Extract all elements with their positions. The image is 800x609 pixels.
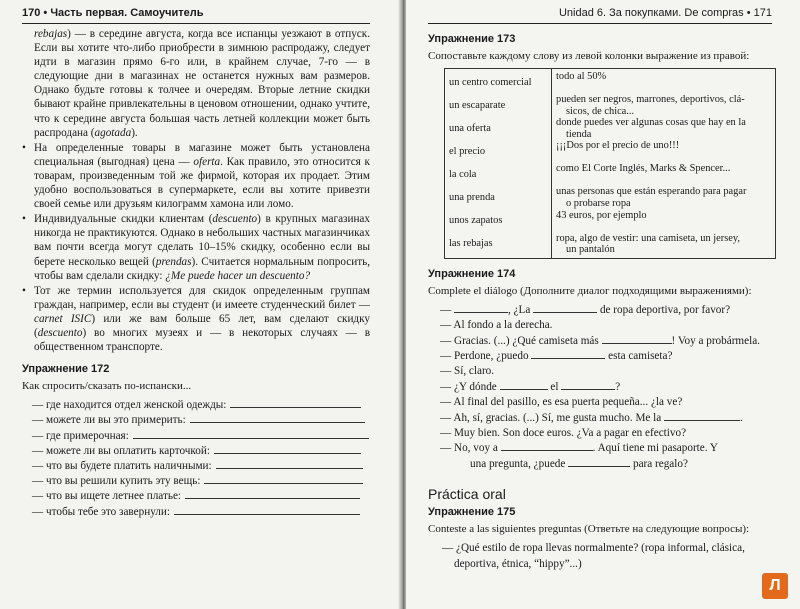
bullet-item bbox=[22, 284, 370, 354]
question-line bbox=[22, 474, 370, 489]
dialog-line bbox=[428, 303, 772, 318]
answer-blank bbox=[133, 429, 369, 439]
dialog-line bbox=[428, 334, 772, 349]
question-line bbox=[22, 444, 370, 459]
exercise-173-instruction: Сопоставьте каждому слову из левой колонки выражение из правой: bbox=[428, 50, 750, 62]
bullet-dot: • bbox=[22, 141, 26, 154]
italic-term: ¿Me puede hacer un descuento? bbox=[165, 269, 311, 282]
text-run: — bbox=[440, 303, 454, 316]
expression-line: ropa, algo de vestir: una camiseta, un jersey, bbox=[556, 232, 740, 244]
text-run: — Al final del pasillo, es esa puerta pequeña... ¿la ve? bbox=[440, 396, 683, 409]
expression-line: donde puedes ver algunas cosas que hay en la bbox=[556, 117, 746, 129]
fill-blank bbox=[501, 441, 593, 451]
dialog-line bbox=[428, 380, 772, 395]
question-line: — ¿Qué estilo de ropa llevas normalmente? (ropa informal, clásica, bbox=[442, 542, 745, 555]
fill-blank bbox=[454, 303, 508, 313]
table-word: el precio bbox=[449, 146, 486, 157]
italic-term: descuento bbox=[37, 326, 83, 339]
text-run: — Gracias. (...) ¿Qué camiseta más bbox=[440, 334, 602, 347]
exercise-174-title: Упражнение 174 bbox=[428, 267, 516, 280]
italic-term: prendas bbox=[155, 255, 192, 268]
text-run: , ¿La bbox=[507, 303, 534, 316]
question-text: — чтобы тебе это завернули: bbox=[32, 505, 170, 518]
text-run: . Aquí tiene mi pasaporte. Y bbox=[592, 442, 719, 455]
fill-blank bbox=[533, 303, 597, 313]
fill-blank bbox=[561, 380, 615, 390]
question-line bbox=[22, 398, 370, 413]
text-run: esta camiseta? bbox=[605, 349, 673, 362]
text-run: ) во многих музеях и — в некоторых случаях — в общественном транспорте. bbox=[34, 326, 370, 354]
text-run: — Sí, claro. bbox=[440, 365, 495, 378]
continuation-paragraph bbox=[22, 27, 370, 140]
text-run: — Ah, sí, gracias. (...) Sí, me gusta mucho. Me la bbox=[440, 411, 665, 424]
expression-line: o probarse ropa bbox=[566, 197, 631, 209]
text-run: . bbox=[740, 411, 743, 424]
text-run: — No, voy a bbox=[440, 442, 501, 455]
italic-term: rebajas bbox=[34, 28, 68, 40]
text-run: . Как правило, это относится к товарам, произведенным той же фирмой, которая их продает. Этим удобно воспользоваться в супермаркете, если вы хотите привезти своей семье или друзьям килограмм хамона или ломо. bbox=[34, 155, 370, 211]
question-line: deportiva, étnica, “hippy”...) bbox=[454, 557, 582, 570]
text-run: para regalo? bbox=[630, 457, 688, 470]
table-word: un escaparate bbox=[449, 100, 506, 111]
table-word: unos zapatos bbox=[449, 215, 503, 226]
table-expression bbox=[556, 71, 771, 94]
exercise-175-title: Упражнение 175 bbox=[428, 506, 516, 519]
fill-blank bbox=[500, 380, 548, 390]
question-text: — где примерочная: bbox=[32, 429, 129, 442]
expression-line: ¡¡¡Dos por el precio de uno!!! bbox=[556, 140, 680, 152]
table-word: una prenda bbox=[449, 192, 495, 203]
bullet-item bbox=[22, 141, 370, 211]
bullet-dot: • bbox=[22, 284, 26, 297]
question-text: — можете ли вы это примерить: bbox=[32, 414, 186, 427]
text-run: ? bbox=[615, 380, 621, 393]
exercise-174-instruction: Complete el diálogo (Дополните диалог подходящими выражениями): bbox=[428, 284, 752, 297]
text-run: de ropa deportiva, por favor? bbox=[597, 303, 731, 316]
table-word: las rebajas bbox=[449, 238, 493, 249]
answer-blank bbox=[204, 474, 362, 484]
table-expression bbox=[556, 210, 771, 233]
left-running-header: 170 • Часть первая. Самоучитель bbox=[22, 3, 370, 24]
table-expression bbox=[556, 163, 771, 186]
text-run: Тот же термин используется для скидок определенным группам граждан, например, если вы студент (и имеете студенческий билет — bbox=[34, 284, 370, 311]
text-run: На определенные товары в магазине может быть установлена специальная (выгодная) цена — bbox=[34, 141, 370, 168]
exercise-172-title: Упражнение 172 bbox=[22, 363, 110, 376]
matching-right-column bbox=[552, 69, 776, 259]
question-line bbox=[22, 413, 370, 428]
text-run: ) — в середине августа, когда все испанцы уезжают в отпуск. Если вы хотите что-либо приобрести в зимнюю распродажу, следует идти в магазин прямо 6-го или, в крайнем случае, 7-го — в следующие дни в магазинах не останется нужных вам размеров. Однако будьте готовы к толчее и очередям. Вторые летние скидки бывают крайне привлекательны в ценовом отношении, однако учтите, что к середине августа большая часть летней коллекции может быть распродана ( bbox=[34, 28, 370, 139]
question-line bbox=[22, 489, 370, 504]
italic-term: carnet ISIC bbox=[34, 312, 92, 325]
section-title: Práctica oral bbox=[428, 486, 506, 503]
expression-line: sicos, de chica... bbox=[566, 105, 635, 117]
text-run: — ¿Y dónde bbox=[440, 380, 500, 393]
exercise-172-instruction: Как спросить/сказать по-испански... bbox=[22, 380, 192, 393]
expression-line: tienda bbox=[566, 128, 592, 140]
exercise-173-title: Упражнение 173 bbox=[428, 33, 516, 45]
fill-blank bbox=[664, 411, 740, 421]
text-run: el bbox=[547, 380, 562, 393]
bullet-item bbox=[22, 212, 370, 282]
answer-blank bbox=[216, 459, 363, 469]
dialog-line bbox=[428, 395, 772, 410]
text-run: — Muy bien. Son doce euros. ¿Va a pagar en efectivo? bbox=[440, 427, 687, 439]
italic-term: descuento bbox=[212, 213, 258, 226]
exercise-172-list bbox=[22, 398, 370, 520]
question-text: — что вы будете платить наличными: bbox=[32, 459, 212, 472]
matching-left-column bbox=[445, 69, 552, 259]
answer-blank bbox=[230, 398, 361, 408]
publisher-logo: Л bbox=[762, 573, 788, 599]
dialog bbox=[428, 303, 772, 472]
dialog-line bbox=[428, 349, 772, 364]
text-run: — Perdone, ¿puedo bbox=[440, 349, 532, 362]
text-run: ) или же вам больше 65 лет, вам сделают скидку ( bbox=[34, 312, 370, 339]
text-run: ). bbox=[131, 126, 138, 139]
text-run: ) в крупных магазинах никогда не практикуются. Однако в небольших частных магазинчиках вам почти всегда могут сделать 10–15% скидку, особенно если вы берете несколько вещей ( bbox=[34, 213, 370, 268]
question-line bbox=[22, 505, 370, 520]
text-run: una pregunta, ¿puede bbox=[470, 457, 569, 470]
table-word: la cola bbox=[449, 169, 477, 180]
table-word: un centro comercial bbox=[449, 77, 532, 88]
answer-blank bbox=[185, 489, 360, 499]
text-run: — Al fondo a la derecha. bbox=[440, 319, 553, 332]
text-run: Индивидуальные скидки клиентам ( bbox=[34, 213, 213, 226]
dialog-line bbox=[428, 318, 772, 333]
answer-blank bbox=[190, 413, 365, 423]
question-line bbox=[22, 429, 370, 444]
italic-term: oferta bbox=[193, 155, 221, 168]
question-text: — где находится отдел женской одежды: bbox=[32, 399, 227, 412]
bullet-list bbox=[22, 141, 370, 354]
table-expression bbox=[556, 140, 771, 163]
dialog-line bbox=[428, 457, 772, 472]
exercise-175-instruction: Conteste a las siguientes preguntas (Ответьте на следующие вопросы): bbox=[428, 523, 750, 536]
dialog-line bbox=[428, 426, 772, 441]
expression-line: unas personas que están esperando para pagar bbox=[556, 186, 747, 198]
fill-blank bbox=[568, 457, 630, 467]
right-page bbox=[406, 0, 800, 609]
question-text: — что вы решили купить эту вещь: bbox=[32, 475, 201, 488]
text-run: ). Считается нормальным попросить, чтобы вам сделали скидку: bbox=[34, 255, 370, 282]
expression-line: como El Corte Inglés, Marks & Spencer... bbox=[556, 163, 731, 175]
table-expression bbox=[556, 186, 771, 209]
question-text: — можете ли вы оплатить карточкой: bbox=[32, 444, 210, 457]
table-expression bbox=[556, 117, 771, 140]
table-expression bbox=[556, 94, 771, 117]
answer-blank bbox=[174, 505, 360, 515]
expression-line: 43 euros, por ejemplo bbox=[556, 209, 647, 221]
expression-line: todo al 50% bbox=[556, 71, 607, 82]
question-line bbox=[22, 459, 370, 474]
bullet-dot: • bbox=[22, 213, 26, 226]
dialog-line bbox=[428, 364, 772, 379]
right-running-header: Unidad 6. За покупками. De compras • 171 bbox=[428, 3, 772, 24]
fill-blank bbox=[602, 334, 672, 344]
question-text: — что вы ищете летнее платье: bbox=[32, 490, 182, 503]
matching-table bbox=[444, 68, 776, 259]
dialog-line bbox=[428, 411, 772, 426]
table-word: una oferta bbox=[449, 123, 491, 134]
expression-line: pueden ser negros, marrones, deportivos, clá- bbox=[556, 94, 745, 105]
fill-blank bbox=[531, 349, 605, 359]
answer-blank bbox=[214, 444, 361, 454]
text-run: ! Voy a probármela. bbox=[671, 334, 760, 347]
table-expression bbox=[556, 233, 771, 256]
italic-term: agotada bbox=[94, 126, 132, 139]
expression-line: un pantalón bbox=[566, 244, 615, 256]
dialog-line bbox=[428, 441, 772, 456]
